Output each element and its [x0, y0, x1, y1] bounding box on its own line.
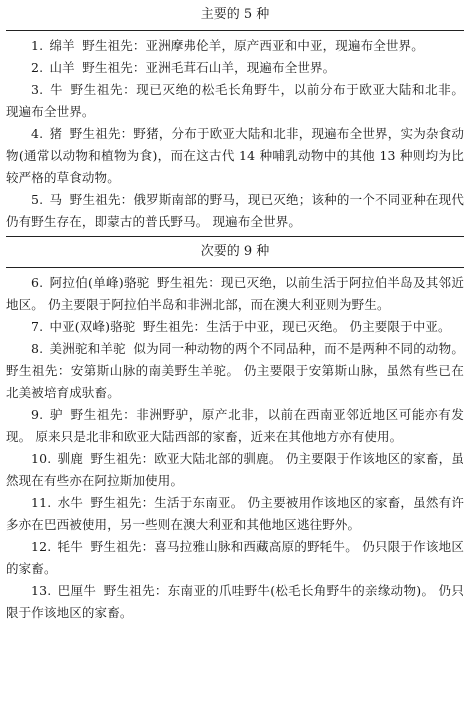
section-title-minor: 次要的 9 种 [200, 244, 270, 259]
item-text: 野生祖先：现已灭绝的松毛长角野牛，以前分布于欧亚大陆和北非。 现遍布全世界。 [6, 82, 464, 119]
list-item-horse [6, 189, 464, 233]
list-item-bali-cattle [6, 580, 464, 624]
minor-species-list [6, 268, 464, 627]
item-text: 野生祖先：东南亚的爪哇野牛(松毛长角野牛的亲缘动物)。 仍只限于作该地区的家畜。 [6, 583, 465, 620]
item-number: 12. [31, 539, 52, 554]
item-name: 美洲驼和羊驼 [49, 341, 126, 356]
item-name: 巴厘牛 [57, 583, 97, 598]
item-number: 7. [31, 319, 44, 334]
item-name: 阿拉伯(单峰)骆驼 [49, 275, 150, 290]
item-number: 6. [31, 275, 44, 290]
item-text: 野生祖先：非洲野驴，原产北非，以前在西南亚邻近地区可能亦有发现。 原来只是北非和欧亚大陆西部的家畜，近来在其他地方亦有使用。 [6, 407, 464, 444]
item-name: 驴 [49, 407, 64, 422]
list-item-bactrian-camel [6, 316, 464, 338]
item-name: 山羊 [49, 60, 75, 75]
item-number: 4. [31, 126, 44, 141]
item-number: 13. [31, 583, 52, 598]
item-number: 1. [31, 38, 44, 53]
item-name: 猪 [49, 126, 63, 141]
item-text: 野生祖先：现已灭绝，以前生活于阿拉伯半岛及其邻近地区。 仍主要限于阿拉伯半岛和非洲北部，而在澳大利亚则为野生。 [6, 275, 464, 312]
item-name: 水牛 [57, 495, 84, 510]
item-text: 野生祖先：野猪，分布于欧亚大陆和北非，现遍布全世界，实为杂食动物(通常以动物和植物为食)，而在这古代 14 种哺乳动物中的其他 13 种则均为比较严格的草食动物。 [6, 126, 464, 185]
item-number: 5. [31, 192, 44, 207]
item-number: 2. [31, 60, 44, 75]
item-number: 3. [31, 82, 44, 97]
section-minor [6, 237, 464, 627]
item-text: 野生祖先：欧亚大陆北部的驯鹿。 仍主要限于作该地区的家畜，虽然现在有些亦在阿拉斯加使用。 [6, 451, 464, 488]
list-item-llama-alpaca [6, 338, 464, 404]
item-name: 驯鹿 [57, 451, 84, 466]
item-text: 野生祖先：亚洲摩弗伦羊，原产西亚和中亚，现遍布全世界。 [82, 38, 424, 53]
item-text: 野生祖先：生活于东南亚。 仍主要被用作该地区的家畜，虽然有许多亦在巴西被使用，另一些则在澳大利亚和其他地区逃往野外。 [6, 495, 464, 532]
list-item-sheep [6, 35, 464, 57]
list-item-pig [6, 123, 464, 189]
item-number: 8. [31, 341, 44, 356]
item-text: 似为同一种动物的两个不同品种，而不是两种不同的动物。 野生祖先：安第斯山脉的南美野生羊驼。 仍主要限于安第斯山脉，虽然有些已在北美被培育成驮畜。 [6, 341, 464, 400]
item-number: 10. [31, 451, 52, 466]
item-text: 野生祖先：生活于中亚，现已灭绝。 仍主要限于中亚。 [142, 319, 451, 334]
section-major [6, 0, 464, 236]
item-text: 野生祖先：亚洲毛茸石山羊，现遍布全世界。 [82, 60, 336, 75]
list-item-reindeer [6, 448, 464, 492]
item-text: 野生祖先：喜马拉雅山脉和西藏高原的野牦牛。 仍只限于作该地区的家畜。 [6, 539, 464, 576]
item-name: 绵羊 [49, 38, 75, 53]
major-species-list [6, 31, 464, 236]
document-page [6, 0, 464, 627]
section-title-major: 主要的 5 种 [200, 7, 270, 22]
item-text: 野生祖先：俄罗斯南部的野马，现已灭绝；该种的一个不同亚种在现代仍有野生存在，即蒙古的普氏野马。 现遍布全世界。 [6, 192, 464, 229]
item-number: 11. [31, 495, 52, 510]
item-number: 9. [31, 407, 44, 422]
list-item-yak [6, 536, 464, 580]
list-item-goat [6, 57, 464, 79]
list-item-water-buffalo [6, 492, 464, 536]
item-name: 中亚(双峰)骆驼 [49, 319, 136, 334]
item-name: 牦牛 [57, 539, 84, 554]
list-item-dromedary [6, 272, 464, 316]
list-item-donkey [6, 404, 464, 448]
item-name: 马 [49, 192, 63, 207]
item-name: 牛 [49, 82, 64, 97]
list-item-cattle [6, 79, 464, 123]
